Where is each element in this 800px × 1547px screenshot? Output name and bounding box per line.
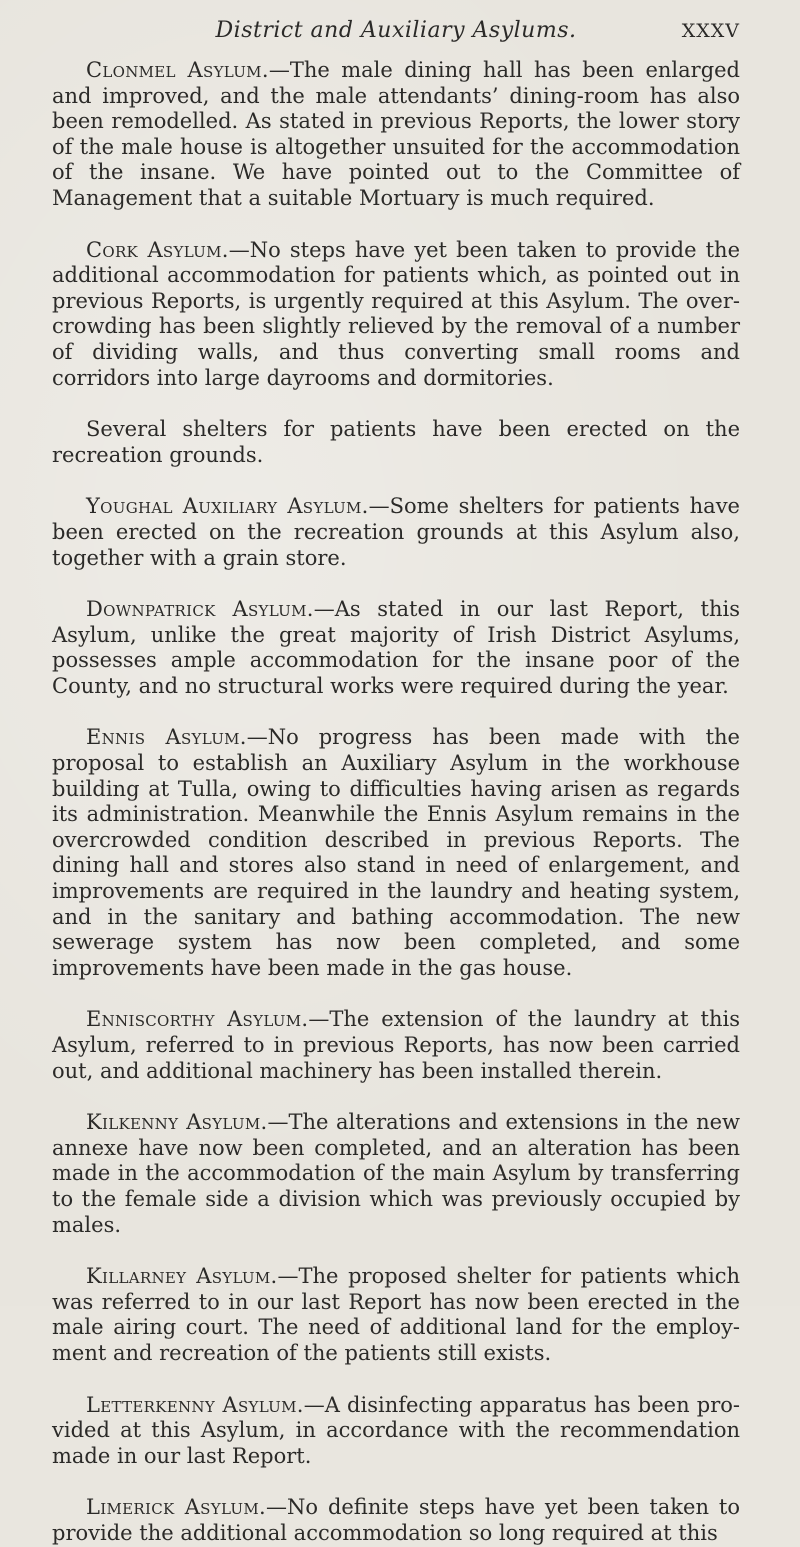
paragraph-cork-shelters [52, 417, 740, 468]
section-lead: Enniscorthy Asylum. [86, 1007, 309, 1032]
paragraph-text: —The male dining hall has been enlarged and improved, and the male attendants’ dining-room has also been remodelled. As stated in previous Reports, the lower story of the male house is altogether unsuited for the accommodation of the insane. We have pointed out to the Committee of Management that a suitable Mortuary is much required. [52, 58, 741, 210]
paragraph-downpatrick [52, 597, 740, 699]
paragraph-youghal [52, 494, 740, 571]
paragraph-cork [52, 238, 740, 392]
running-title: District and Auxiliary Asylums. [215, 18, 577, 43]
paragraph-text: —No definite steps have yet been taken to provide the additional accommodation so long required at this [52, 1495, 741, 1545]
page-number: XXXV [681, 20, 740, 42]
paragraph-ennis [52, 725, 740, 981]
paragraph-text: —The alterations and extensions in the new annexe have now been completed, and an alteration has been made in the accommodation of the main Asylum by transferring to the female side a division which was previously occupied by males. [52, 1110, 741, 1237]
paragraph-text: —No progress has been made with the proposal to establish an Auxiliary Asylum in the workhouse building at Tulla, owing to difficulties having arisen as regards its administration. Meanwhile the Ennis Asylum remains in the overcrowded condition described in previous Reports. The dining hall and stores also stand in need of enlargement, and improvements are required in the laundry and heating system, and in the sanitary and bathing accommodation. The new sewerage system has now been completed, and some improvements have been made in the gas house. [52, 725, 740, 980]
paragraph-enniscorthy [52, 1007, 740, 1084]
paragraph-text: —No steps have yet been taken to provide the additional accommodation for patients which, as pointed out in previous Reports, is urgently required at this Asylum. The overcrowding has been slightly relieved by the removal of a number of dividing walls, and thus converting small rooms and corridors into large dayrooms and dormitories. [52, 237, 740, 390]
paragraph-letterkenny [52, 1393, 740, 1470]
paragraph-limerick [52, 1495, 740, 1546]
paragraph-killarney [52, 1264, 740, 1366]
section-lead: Cork Asylum. [86, 237, 229, 262]
running-header [52, 14, 740, 58]
body-text [52, 58, 740, 1547]
section-lead: Kilkenny Asylum. [86, 1110, 268, 1135]
section-lead: Limerick Asylum. [86, 1495, 266, 1520]
section-lead: Youghal Auxiliary Asylum. [86, 494, 369, 519]
paragraph-text: —The proposed shelter for patients which was referred to in our last Report has now been erected in the male airing court. The need of additional land for the employment and recreation of the patients still exists. [52, 1264, 740, 1365]
section-lead: Ennis Asylum. [86, 725, 247, 750]
paragraph-kilkenny [52, 1110, 740, 1238]
paragraph-text: —A disinfecting apparatus has been provided at this Asylum, in accordance with the recommendation made in our last Report. [52, 1392, 740, 1468]
paragraph-text: —The extension of the laundry at this Asylum, referred to in previous Reports, has now been carried out, and additional machinery has been installed therein. [52, 1007, 740, 1083]
section-lead: Clonmel Asylum. [86, 58, 269, 82]
paragraph-text: —Some shelters for patients have been erected on the recreation grounds at this Asylum also, together with a grain store. [52, 494, 740, 570]
paragraph-text: —As stated in our last Report, this Asylum, unlike the great majority of Irish District Asylums, possesses ample accommodation for the insane poor of the County, and no structural works were required during the year. [52, 597, 740, 698]
section-lead: Downpatrick Asylum. [86, 597, 314, 622]
paragraph-text: Several shelters for patients have been erected on the recreation grounds. [52, 417, 740, 467]
section-lead: Letterkenny Asylum. [86, 1392, 304, 1417]
section-lead: Killarney Asylum. [86, 1264, 278, 1289]
paragraph-clonmel [52, 58, 740, 212]
